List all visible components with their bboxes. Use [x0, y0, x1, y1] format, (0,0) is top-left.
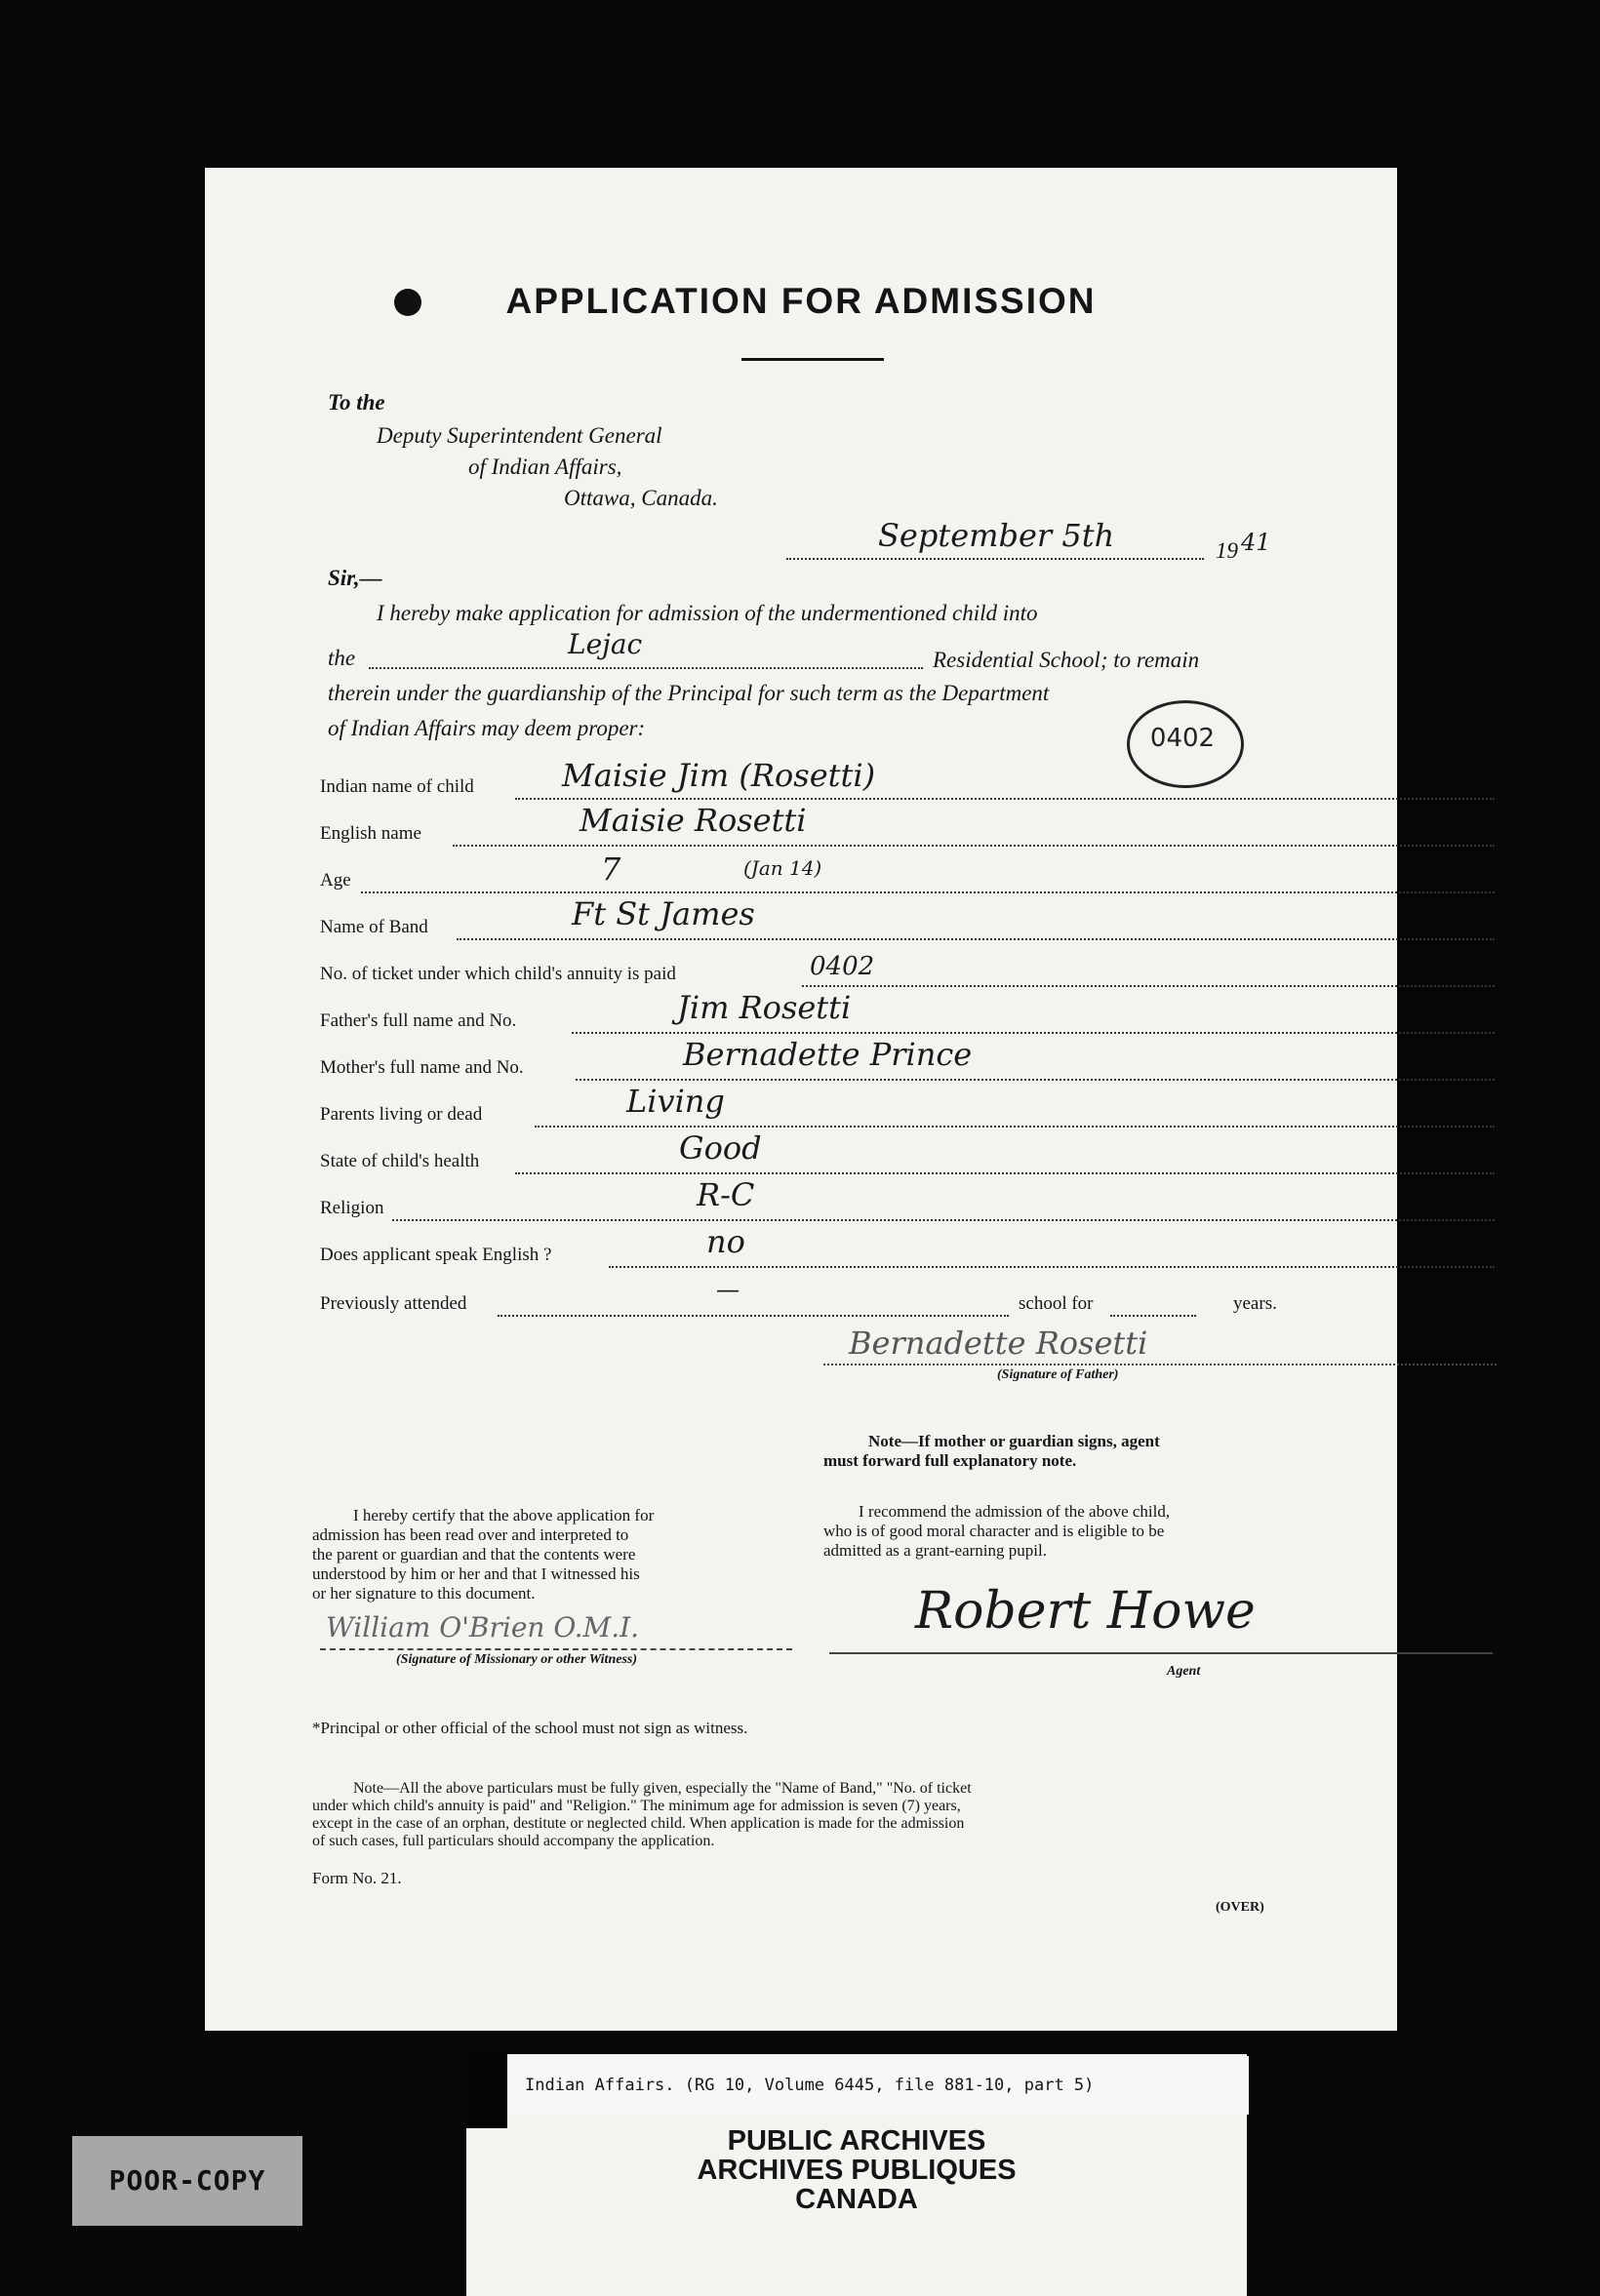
- field-label-religion: Religion: [320, 1198, 384, 1218]
- school-name-value: Lejac: [568, 628, 643, 660]
- field-line-religion: [392, 1219, 1495, 1221]
- years-label: years.: [1233, 1293, 1277, 1314]
- salutation: Sir,—: [328, 566, 382, 590]
- note-bottom-line-2: under which child's annuity is paid" and "Religion." The minimum age for admission is seven (7) years,: [312, 1798, 961, 1814]
- archive-tag-corner: [466, 2054, 507, 2128]
- field-line-father: [572, 1032, 1495, 1034]
- field-label-english-name: English name: [320, 823, 421, 844]
- address-line-4: Ottawa, Canada.: [564, 486, 718, 510]
- certify-line-5: or her signature to this document.: [312, 1584, 536, 1603]
- field-line-band: [457, 938, 1495, 940]
- date-value: September 5th: [878, 517, 1115, 554]
- field-line-english-name: [453, 845, 1495, 847]
- field-label-father: Father's full name and No.: [320, 1010, 517, 1031]
- note-mother-line-1: Note—If mother or guardian signs, agent: [868, 1432, 1160, 1450]
- title-underline: [741, 358, 884, 361]
- school-for-label: school for: [1019, 1293, 1094, 1314]
- recommend-line-2: who is of good moral character and is eligible to be: [823, 1522, 1165, 1540]
- certify-line-2: admission has been read over and interpreted to: [312, 1525, 629, 1544]
- field-label-mother: Mother's full name and No.: [320, 1057, 524, 1078]
- field-label-age: Age: [320, 870, 351, 891]
- field-label-health: State of child's health: [320, 1151, 480, 1171]
- agent-signature-caption: Agent: [1167, 1664, 1201, 1679]
- archive-stamp-line-1: PUBLIC ARCHIVES: [727, 2125, 986, 2157]
- field-value-indian-name: Maisie Jim (Rosetti): [562, 757, 876, 794]
- certify-line-4: understood by him or her and that I witnessed his: [312, 1564, 640, 1583]
- field-label-parents-living: Parents living or dead: [320, 1104, 483, 1125]
- over-label: (OVER): [1216, 1900, 1264, 1915]
- witness-signature-caption: (Signature of Missionary or other Witness): [396, 1652, 637, 1667]
- form-title: APPLICATION FOR ADMISSION: [505, 281, 1097, 321]
- school-for-dots: [1110, 1315, 1196, 1317]
- witness-signature: William O'Brien O.M.I.: [326, 1611, 640, 1643]
- application-form: [205, 168, 1397, 2031]
- field-value-father: Jim Rosetti: [677, 989, 852, 1026]
- field-note-age: (Jan 14): [743, 856, 822, 880]
- address-line-2: Deputy Superintendent General: [377, 423, 662, 448]
- principal-note: *Principal or other official of the school must not sign as witness.: [312, 1719, 748, 1737]
- field-value-english: no: [706, 1223, 745, 1260]
- intro-line-3: therein under the guardianship of the Principal for such term as the Department: [328, 681, 1050, 705]
- date-year-suffix: 41: [1241, 529, 1271, 556]
- field-line-health: [515, 1172, 1495, 1174]
- field-line-mother: [576, 1079, 1495, 1081]
- field-line-indian-name: [515, 798, 1495, 800]
- field-line-parents-living: [535, 1126, 1495, 1128]
- date-dots: [786, 558, 1204, 560]
- field-value-health: Good: [679, 1129, 762, 1167]
- field-value-religion: R-C: [697, 1176, 755, 1213]
- field-label-ticket: No. of ticket under which child's annuity is paid: [320, 964, 676, 984]
- poor-copy-stamp: POOR-COPY: [72, 2136, 302, 2226]
- intro-line-2-end: Residential School; to remain: [933, 648, 1200, 672]
- field-line-english: [609, 1266, 1495, 1268]
- father-signature: Bernadette Rosetti: [849, 1325, 1148, 1362]
- field-value-mother: Bernadette Prince: [683, 1036, 973, 1073]
- field-value-parents-living: Living: [626, 1083, 725, 1120]
- field-label-previously: Previously attended: [320, 1293, 467, 1314]
- form-number: Form No. 21.: [312, 1869, 402, 1887]
- address-line-1: To the: [328, 390, 385, 415]
- father-signature-line: [823, 1364, 1497, 1366]
- field-label-english: Does applicant speak English ?: [320, 1245, 552, 1265]
- intro-line-4: of Indian Affairs may deem proper:: [328, 716, 646, 740]
- note-bottom-line-1: Note—All the above particulars must be fully given, especially the "Name of Band," "No. of ticket: [353, 1780, 972, 1797]
- note-bottom-line-3: except in the case of an orphan, destitute or neglected child. When application is made for the admission: [312, 1815, 965, 1832]
- intro-line-1: I hereby make application for admission of the undermentioned child into: [377, 601, 1038, 625]
- archive-reference: Indian Affairs. (RG 10, Volume 6445, file 881-10, part 5): [507, 2056, 1249, 2115]
- archive-stamp-line-2: ARCHIVES PUBLIQUES: [697, 2155, 1017, 2186]
- certify-line-1: I hereby certify that the above application for: [353, 1506, 655, 1524]
- note-bottom-line-4: of such cases, full particulars should accompany the application.: [312, 1833, 715, 1849]
- intro-line-2-start: the: [328, 646, 356, 670]
- field-value-english-name: Maisie Rosetti: [580, 802, 807, 839]
- archive-tag: [466, 2054, 1247, 2296]
- agent-signature: Robert Howe: [915, 1582, 1256, 1641]
- field-value-band: Ft St James: [572, 895, 755, 932]
- certify-line-3: the parent or guardian and that the contents were: [312, 1545, 636, 1564]
- field-label-indian-name: Indian name of child: [320, 776, 474, 797]
- date-year-prefix: 19: [1216, 538, 1238, 563]
- field-line-ticket: [802, 985, 1495, 987]
- field-line-previously: [498, 1315, 1009, 1317]
- field-line-age: [361, 891, 1495, 893]
- father-signature-caption: (Signature of Father): [997, 1367, 1119, 1382]
- field-value-previously: —: [716, 1276, 740, 1303]
- school-dots: [369, 667, 923, 669]
- address-line-3: of Indian Affairs,: [468, 455, 622, 479]
- archive-stamp-line-3: CANADA: [795, 2184, 918, 2215]
- recommend-line-3: admitted as a grant-earning pupil.: [823, 1541, 1047, 1560]
- archive-stamp: [466, 2126, 1247, 2214]
- circled-number: 0402: [1149, 724, 1216, 753]
- note-mother-line-2: must forward full explanatory note.: [823, 1451, 1077, 1470]
- recommend-line-1: I recommend the admission of the above child,: [859, 1502, 1171, 1521]
- field-label-band: Name of Band: [320, 917, 428, 937]
- field-value-age: 7: [601, 851, 621, 888]
- agent-signature-line: [829, 1652, 1493, 1654]
- witness-signature-line: [320, 1648, 792, 1650]
- field-value-ticket: 0402: [810, 952, 875, 981]
